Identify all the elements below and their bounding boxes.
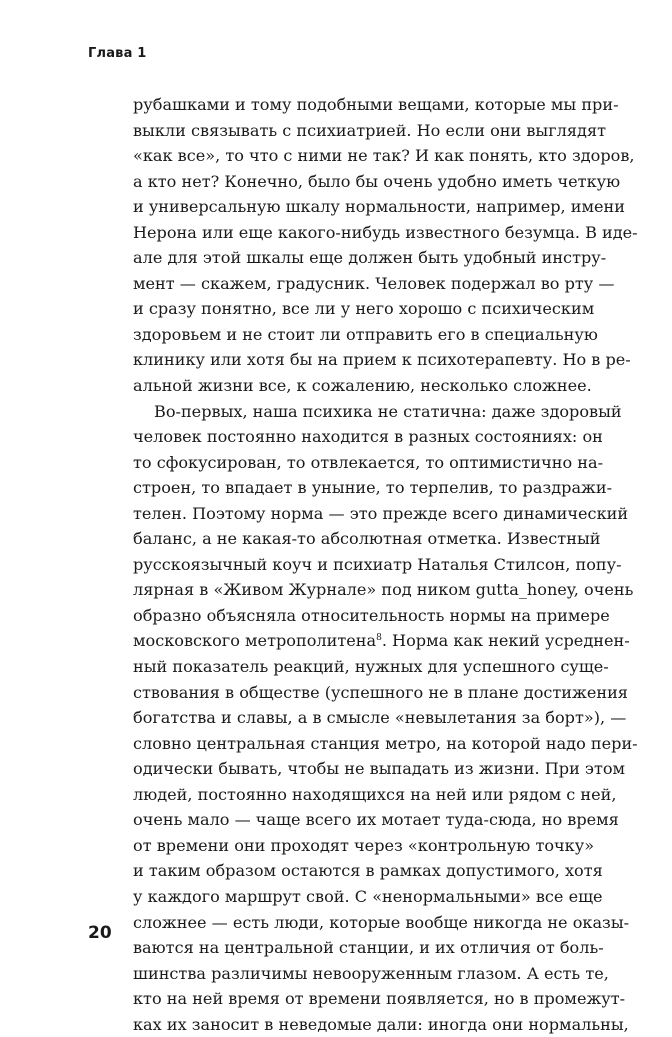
text-line: здоровьем и не стоит ли отправить его в специальную — [133, 324, 598, 344]
text-line: богатства и славы, а в смысле «невылетания за борт»), — — [133, 708, 627, 728]
text-line: ваются на центральной станции, и их отличия от боль- — [133, 938, 604, 958]
text-line: образно объясняла относительность нормы на примере — [133, 605, 610, 625]
text-line: строен, то впадает в уныние, то терпелив, то раздражи- — [133, 478, 613, 498]
text-segment: . Норма как некий усреднен- — [381, 631, 630, 651]
text-line: Во-первых, наша психика не статична: даже здоровый — [154, 401, 622, 421]
text-line: мент — скажем, градусник. Человек подержал во рту — — [133, 273, 615, 293]
text-line: от времени они проходят через «контрольную точку» — [133, 835, 595, 855]
text-line: сложнее — есть люди, которые вообще никогда не оказы- — [133, 912, 630, 932]
text-line: а кто нет? Конечно, было бы очень удобно иметь четкую — [133, 171, 621, 191]
text-line: лярная в «Живом Журнале» под ником gutta_honey, очень — [133, 580, 634, 600]
page-number: 20 — [88, 923, 112, 943]
text-line: кто на ней время от времени появляется, но в промежут- — [133, 989, 626, 1009]
text-line: ках их заносит в неведомые дали: иногда они нормальны, — [133, 1014, 629, 1034]
text-line: людей, постоянно находящихся на ней или рядом с ней, — [133, 784, 617, 804]
text-line: одически бывать, чтобы не выпадать из жизни. При этом — [133, 759, 626, 779]
text-line: выкли связывать с психиатрией. Но если они выглядят — [133, 120, 606, 140]
text-line: але для этой шкалы еще должен быть удобный инстру- — [133, 248, 607, 268]
text-line: словно центральная станция метро, на которой надо пери- — [133, 733, 638, 753]
footnote-marker[interactable]: 8 — [376, 633, 382, 644]
text-line: русскоязычный коуч и психиатр Наталья Стилсон, попу- — [133, 554, 622, 574]
text-line: человек постоянно находится в разных состояниях: он — [133, 427, 603, 447]
text-line: баланс, а не какая-то абсолютная отметка. Известный — [133, 529, 601, 549]
text-line: Нерона или еще какого-нибудь известного безумца. В иде- — [133, 222, 638, 242]
text-line: альной жизни все, к сожалению, несколько сложнее. — [133, 376, 592, 396]
text-line: «как все», то что с ними не так? И как понять, кто здоров, — [133, 146, 635, 166]
text-line: рубашками и тому подобными вещами, которые мы при- — [133, 95, 619, 114]
text-line: и универсальную шкалу нормальности, например, имени — [133, 197, 625, 217]
text-line: ный показатель реакций, нужных для успешного суще- — [133, 657, 609, 677]
text-line: и таким образом остаются в рамках допустимого, хотя — [133, 861, 603, 881]
text-line: шинства различимы невооруженным глазом. А есть те, — [133, 963, 609, 983]
text-line: телен. Поэтому норма — это прежде всего динамический — [133, 503, 629, 523]
text-line-with-footnote — [133, 628, 630, 654]
text-line: у каждого маршрут свой. С «ненормальными» все еще — [133, 886, 603, 906]
body-text — [133, 92, 638, 1037]
running-head: Глава 1 — [88, 46, 147, 61]
text-line: очень мало — чаще всего их мотает туда-сюда, но время — [133, 810, 619, 830]
text-line: и сразу понятно, все ли у него хорошо с психическим — [133, 299, 595, 319]
text-line: то сфокусирован, то отвлекается, то оптимистично на- — [133, 452, 604, 472]
text-line: клинику или хотя бы на прием к психотерапевту. Но в ре- — [133, 350, 631, 370]
text-segment: московского метрополитена — [133, 631, 377, 651]
text-line: ствования в обществе (успешного не в плане достижения — [133, 682, 628, 702]
